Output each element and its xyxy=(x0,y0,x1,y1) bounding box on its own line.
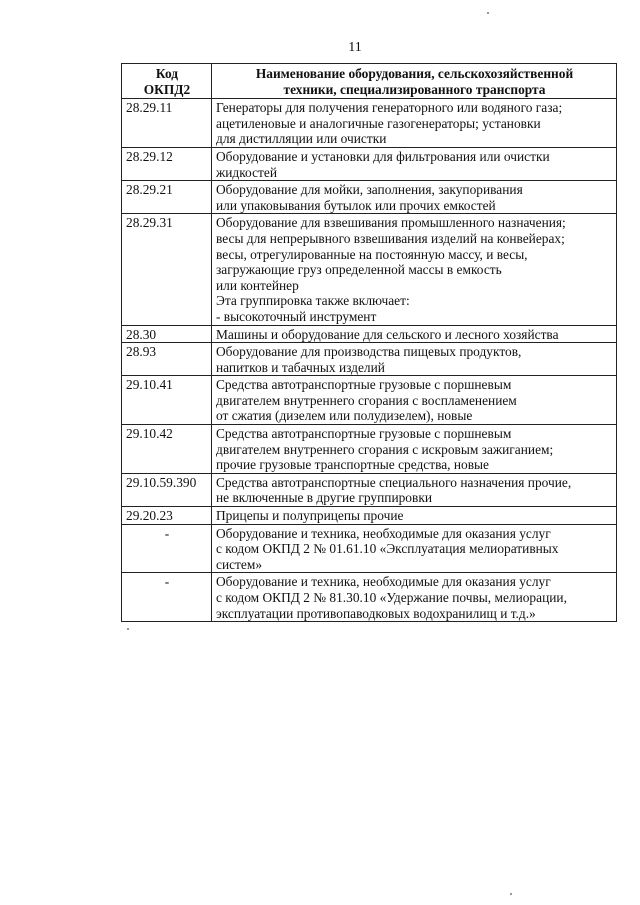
description-line: с кодом ОКПД 2 № 81.30.10 «Удержание почвы, мелиорации, xyxy=(216,590,567,605)
scan-speck xyxy=(127,628,129,630)
row-description xyxy=(212,573,617,622)
description-line: с кодом ОКПД 2 № 01.61.10 «Эксплуатация мелиоративных xyxy=(216,541,559,557)
description-line: прочие грузовые транспортные средства, новые xyxy=(216,457,489,473)
header-code-line: ОКПД2 xyxy=(143,81,191,97)
row-code: 28.29.12 xyxy=(122,147,212,180)
row-description xyxy=(212,147,617,180)
row-description xyxy=(212,524,617,573)
row-description xyxy=(212,376,617,425)
row-code: 28.93 xyxy=(122,343,212,376)
description-line: Машины и оборудование для сельского и лесного хозяйства xyxy=(216,326,559,342)
row-code: 29.10.59.390 xyxy=(122,473,212,506)
description-line: Эта группировка также включает: xyxy=(216,293,410,309)
description-line: Оборудование для взвешивания промышленного назначения; xyxy=(216,215,566,231)
table-row xyxy=(122,507,617,525)
row-description xyxy=(212,181,617,214)
row-description xyxy=(212,99,617,148)
row-description xyxy=(212,343,617,376)
description-line: Средства автотранспортные грузовые с поршневым xyxy=(216,377,512,393)
description-line: не включенные в другие группировки xyxy=(216,490,432,506)
table-row xyxy=(122,425,617,474)
table-row xyxy=(122,473,617,506)
row-code: 29.10.42 xyxy=(122,425,212,474)
description-line: весы для непрерывного взвешивания изделий на конвейерах; xyxy=(216,230,565,246)
page-number: 11 xyxy=(348,40,362,55)
description-line: Оборудование и установки для фильтрования или очистки xyxy=(216,148,550,164)
description-line: Оборудование для производства пищевых продуктов, xyxy=(216,344,522,360)
row-description xyxy=(212,425,617,474)
table-row xyxy=(122,181,617,214)
row-code: - xyxy=(122,573,212,622)
description-line: систем» xyxy=(216,556,263,572)
scan-speck xyxy=(487,12,489,14)
description-line: для дистилляции или очистки xyxy=(216,131,387,147)
row-code: 28.29.31 xyxy=(122,214,212,325)
description-line: двигателем внутреннего сгорания с искровым зажиганием; xyxy=(216,441,554,457)
description-line: от сжатия (дизелем или полудизелем), новые xyxy=(216,408,473,424)
table-row xyxy=(122,214,617,325)
table-row xyxy=(122,325,617,343)
description-line: напитков и табачных изделий xyxy=(216,359,385,375)
row-description xyxy=(212,214,617,325)
row-code: 29.20.23 xyxy=(122,507,212,525)
description-line: эксплуатации противопаводковых водохранилищ и т.д.» xyxy=(216,605,536,621)
description-line: ацетиленовые и аналогичные газогенераторы; установки xyxy=(216,115,541,131)
header-name xyxy=(212,64,617,99)
description-line: загружающие груз определенной массы в емкость xyxy=(216,262,502,278)
description-line: - высокоточный инструмент xyxy=(216,308,377,324)
description-line: Средства автотранспортные специального назначения прочие, xyxy=(216,474,572,490)
table-row xyxy=(122,573,617,622)
header-name-line: техники, специализированного транспорта xyxy=(283,81,546,97)
scan-speck xyxy=(510,893,512,895)
row-code: 29.10.41 xyxy=(122,376,212,425)
row-description xyxy=(212,473,617,506)
description-line: весы, отрегулированные на постоянную массу, и весы, xyxy=(216,246,528,262)
description-line: Оборудование и техника, необходимые для оказания услуг xyxy=(216,574,551,590)
description-line: двигателем внутреннего сгорания с воспламенением xyxy=(216,392,517,408)
equipment-table xyxy=(121,63,617,622)
table-row xyxy=(122,99,617,148)
description-line: Средства автотранспортные грузовые с поршневым xyxy=(216,426,512,442)
header-code-line: Код xyxy=(155,66,179,81)
row-code: 28.29.21 xyxy=(122,181,212,214)
row-code: 28.30 xyxy=(122,325,212,343)
description-line: или упаковывания бутылок или прочих емкостей xyxy=(216,197,496,213)
row-code: 28.29.11 xyxy=(122,99,212,148)
row-description xyxy=(212,507,617,525)
table-row xyxy=(122,343,617,376)
description-line: Оборудование и техника, необходимые для оказания услуг xyxy=(216,525,551,541)
table-row xyxy=(122,524,617,573)
table-row xyxy=(122,147,617,180)
description-line: Прицепы и полуприцепы прочие xyxy=(216,508,404,524)
row-description xyxy=(212,325,617,343)
description-line: или контейнер xyxy=(216,277,299,293)
table-row xyxy=(122,376,617,425)
table-header-row xyxy=(122,64,617,99)
header-name-line: Наименование оборудования, сельскохозяйственной xyxy=(255,66,574,81)
header-code xyxy=(122,64,212,99)
description-line: жидкостей xyxy=(216,164,277,180)
description-line: Генераторы для получения генераторного или водяного газа; xyxy=(216,100,563,116)
row-code: - xyxy=(122,524,212,573)
description-line: Оборудование для мойки, заполнения, закупоривания xyxy=(216,182,523,198)
